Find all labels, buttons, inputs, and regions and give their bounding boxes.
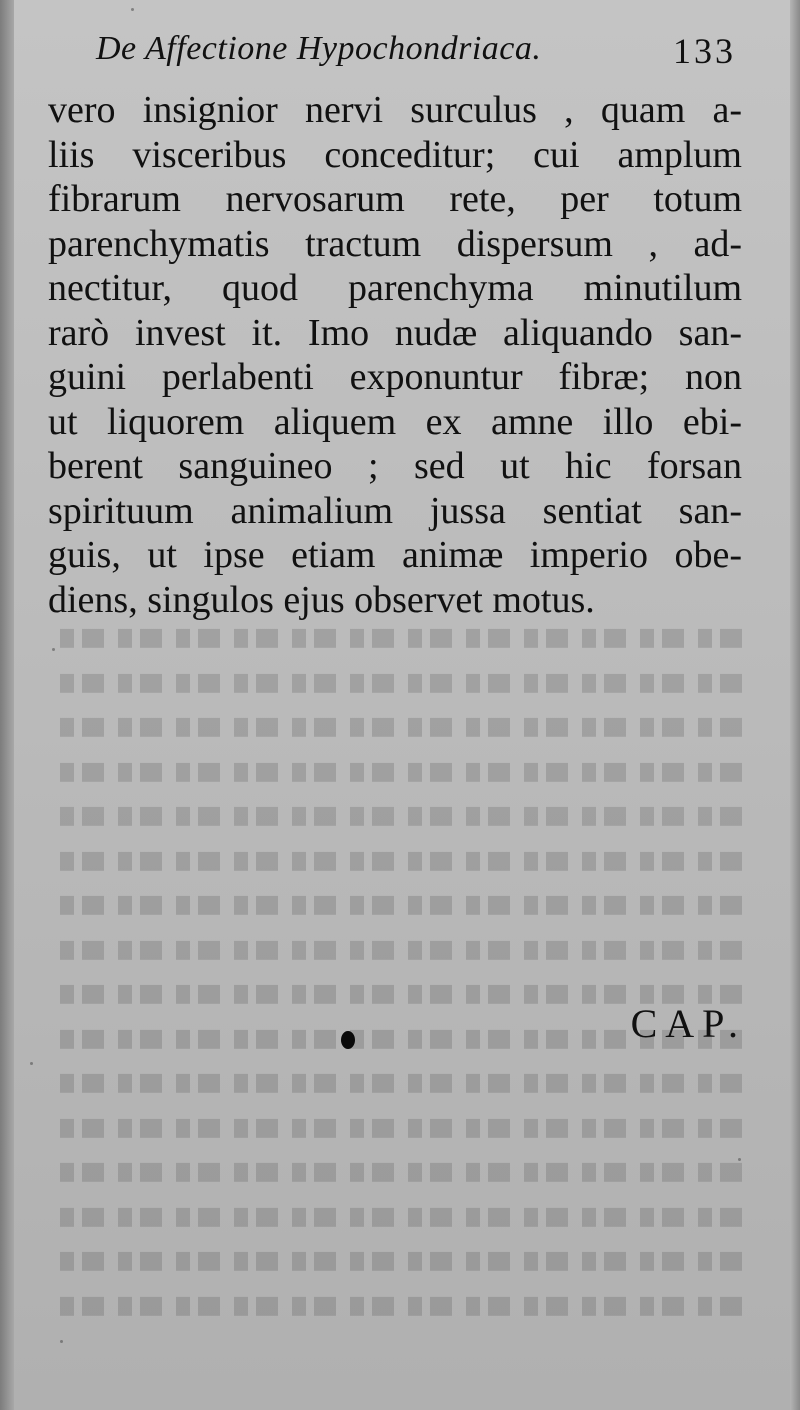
bleed-through-line xyxy=(48,1207,742,1226)
bleed-through-line xyxy=(48,1252,742,1271)
bleed-through-line xyxy=(48,673,742,692)
text-line: ut liquorem aliquem ex amne illo ebi- xyxy=(48,400,742,443)
text-line: rarò invest it. Imo nudæ aliquando san- xyxy=(48,311,742,354)
page-number: 133 xyxy=(673,31,736,71)
paper-speck xyxy=(131,8,134,11)
text-line: guis, ut ipse etiam animæ imperio obe- xyxy=(48,534,742,576)
bleed-through-line xyxy=(48,629,742,648)
body-text xyxy=(48,88,742,622)
page-left-edge xyxy=(0,0,14,1410)
text-line: berent sanguineo ; sed ut hic forsan xyxy=(48,445,742,487)
page-right-edge xyxy=(790,0,800,1410)
text-line: fibrarum nervosarum rete, per totum xyxy=(48,178,742,220)
running-title: De Affectione Hypochondriaca. xyxy=(96,30,542,67)
running-head xyxy=(96,30,736,74)
paper-speck xyxy=(52,648,55,651)
text-line: spirituum animalium jussa sentiat san- xyxy=(48,489,742,532)
bleed-through-line xyxy=(48,1118,742,1137)
bleed-through-line xyxy=(48,807,742,826)
bleed-through-line xyxy=(48,940,742,959)
text-line: parenchymatis tractum dispersum , ad- xyxy=(48,222,742,265)
text-line: vero insignior nervi surculus , quam a- xyxy=(48,89,742,131)
bleed-through-line xyxy=(48,1296,742,1315)
ink-blot xyxy=(341,1031,355,1049)
bleed-through-line xyxy=(48,1074,742,1093)
text-line: diens, singulos ejus observet motus. xyxy=(48,578,595,621)
bleed-through-line xyxy=(48,851,742,870)
paper-speck xyxy=(738,1158,741,1161)
bleed-through-text xyxy=(48,616,742,1328)
paper-speck xyxy=(30,1062,33,1065)
paper-speck xyxy=(60,1340,63,1343)
bleed-through-line xyxy=(48,896,742,915)
bleed-through-line xyxy=(48,1163,742,1182)
text-line: nectitur, quod parenchyma minutilum xyxy=(48,267,742,309)
text-line: guini perlabenti exponuntur fibræ; non xyxy=(48,356,742,398)
bleed-through-line xyxy=(48,718,742,737)
catchword: CAP. xyxy=(630,1001,746,1046)
text-line: liis visceribus conceditur; cui amplum xyxy=(48,133,742,176)
bleed-through-line xyxy=(48,762,742,781)
